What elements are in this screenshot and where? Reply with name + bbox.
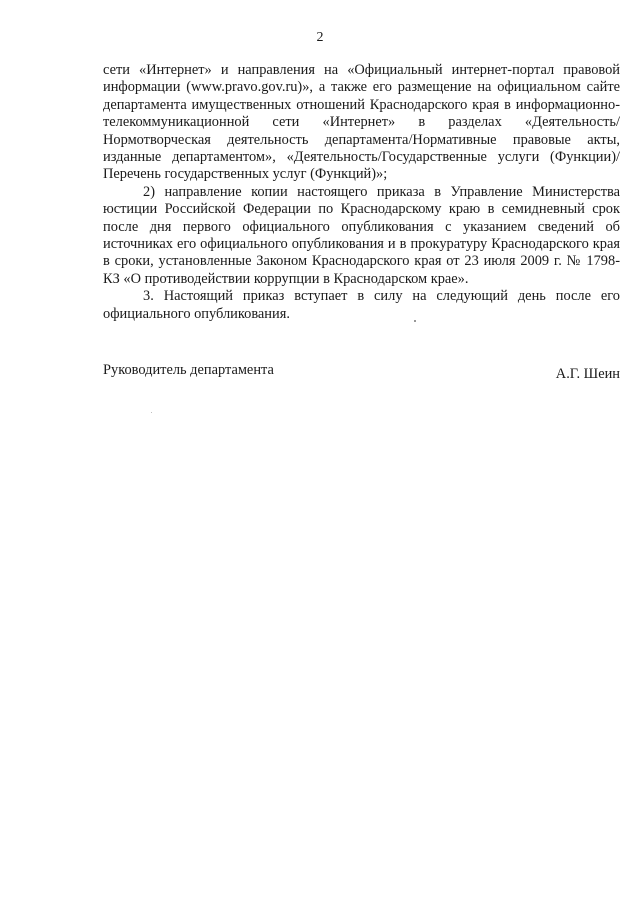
paragraph-continuation: сети «Интернет» и направления на «Официальный интернет-портал правовой информации (www.pravo.gov.ru)», а также его размещение на официальном сайте департамента имущественных отношений Краснодарского края в информационно-телекоммуникационной сети «Интернет» в разделах «Деятельность/Нормотворческая деятельность департамента/Нормативные правовые акты, изданные департаментом», «Деятельность/Государственные услуги (Функции)/Перечень государственных услуг (Функций)»; bbox=[103, 62, 620, 183]
scan-speck bbox=[151, 412, 152, 413]
scan-speck bbox=[414, 320, 416, 322]
paragraph-item-3: 3. Настоящий приказ вступает в силу на следующий день после его официального опубликования. bbox=[103, 288, 620, 322]
paragraph-item-2: 2) направление копии настоящего приказа в Управление Министерства юстиции Российской Федерации по Краснодарскому краю в семидневный срок после дня первого официального опубликования с указанием сведений об источниках его официального опубликования и в прокуратуру Краснодарского края в сроки, установленные Законом Краснодарского края от 23 июля 2009 г. № 1798-КЗ «О противодействии коррупции в Краснодарском крае». bbox=[103, 183, 620, 287]
document-body bbox=[103, 62, 620, 323]
signatory-position: Руководитель департамента bbox=[103, 362, 274, 378]
page-number: 2 bbox=[316, 30, 324, 45]
signatory-name: А.Г. Шеин bbox=[555, 366, 620, 382]
